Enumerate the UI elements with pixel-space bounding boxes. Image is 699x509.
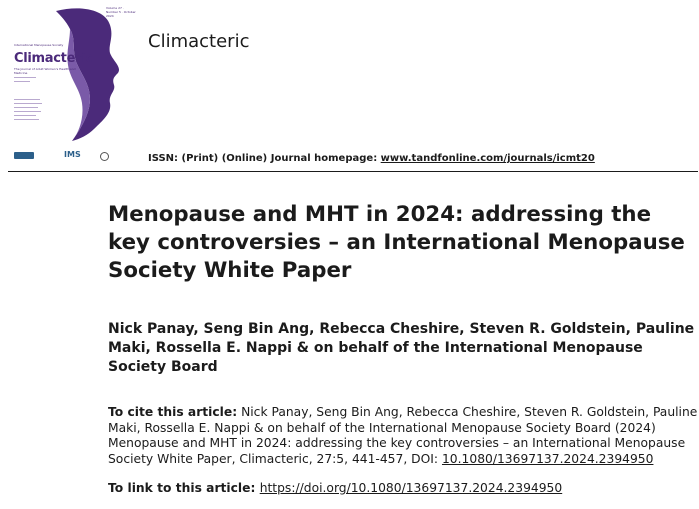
journal-homepage-link[interactable]: www.tandfonline.com/journals/icmt20	[380, 153, 595, 164]
cover-text-lines	[14, 77, 44, 85]
cover-volume-text: Volume 27 · Number 5 · October 2024	[106, 6, 136, 18]
cover-footer	[10, 149, 138, 163]
issn-line	[148, 153, 595, 164]
issn-text: ISSN: (Print) (Online) Journal homepage:	[148, 153, 381, 164]
doi-link[interactable]: 10.1080/13697137.2024.2394950	[441, 451, 654, 466]
cover-contents-lines	[14, 99, 44, 123]
publisher-logo-icon	[14, 152, 34, 159]
citation-block	[108, 405, 698, 467]
article-link-line	[108, 481, 562, 495]
journal-cover-image	[10, 3, 138, 165]
journal-title: Climacteric	[148, 31, 250, 52]
header-divider	[8, 171, 698, 172]
taylor-francis-logo-icon	[100, 152, 109, 161]
article-authors: Nick Panay, Seng Bin Ang, Rebecca Cheshire, Steven R. Goldstein, Pauline Maki, Rossella E. Nappi & on behalf of the International Menopause Society Board	[108, 321, 695, 375]
article-title: Menopause and MHT in 2024: addressing the key controversies – an International Menopause Society White Paper	[108, 202, 685, 283]
citation-label: To cite this article:	[108, 405, 238, 419]
citation-text: Nick Panay, Seng Bin Ang, Rebecca Cheshire, Steven R. Goldstein, Pauline Maki, Rossella E. Nappi & on behalf of the International Menopause Society Board (2024) Menopause and MHT in 2024: addressing the key controversies – an International Menopause Society White Paper, Climacteric, 27:5, 441-457, DOI:	[108, 405, 698, 466]
ims-logo: IMS	[64, 150, 81, 159]
cover-journal-name: Climacteric	[14, 51, 93, 66]
link-label: To link to this article:	[108, 481, 260, 495]
cover-tagline: The Journal of Adult Women's Health and Medicine	[14, 67, 76, 75]
cover-society-text: International Menopause Society	[14, 43, 64, 47]
article-doi-url-link[interactable]: https://doi.org/10.1080/13697137.2024.2394950	[259, 481, 563, 495]
